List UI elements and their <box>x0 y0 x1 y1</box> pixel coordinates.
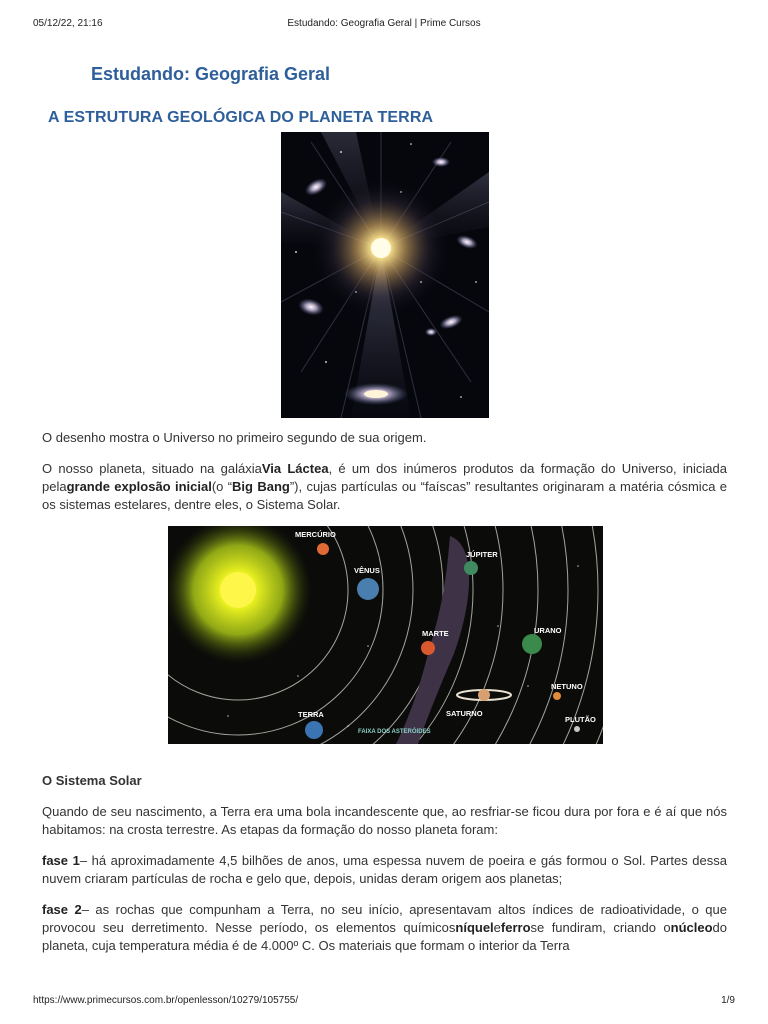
label-terra: TERRA <box>298 710 324 719</box>
solar-system-art <box>168 526 603 744</box>
subheading-sistema-solar: O Sistema Solar <box>42 773 142 788</box>
print-page-number: 1/9 <box>721 995 735 1006</box>
para1-text-3: (o “ <box>211 479 233 494</box>
big-bang-art <box>281 132 489 418</box>
paragraph-origin <box>42 460 727 514</box>
term-big-bang: Big Bang <box>232 479 290 494</box>
label-plutao: PLUTÃO <box>565 715 596 724</box>
label-marte: MARTE <box>422 629 449 638</box>
term-nucleo: núcleo <box>670 920 713 935</box>
page-title: Estudando: Geografia Geral <box>91 64 331 84</box>
term-via-lactea: Via Láctea <box>261 461 329 476</box>
print-datetime: 05/12/22, 21:16 <box>33 18 103 29</box>
label-asteroides: FAIXA DOS ASTERÓIDES <box>358 729 431 735</box>
label-jupiter: JÚPITER <box>466 550 498 559</box>
para1-text-2: , é um dos inúmeros produtos da formação do Universo, iniciada pela <box>42 461 727 494</box>
print-url: https://www.primecursos.com.br/openlesson/10279/105755/ <box>33 995 299 1006</box>
fase2-text-3: se fundiram, criando o <box>530 920 671 935</box>
para1-text-4: ”), cujas partículas ou “faíscas” resultantes originaram a matéria cósmica e os sistemas estelares, dentre eles, o Sistema Solar. <box>42 479 727 512</box>
label-venus: VÊNUS <box>354 566 380 575</box>
label-urano: URANO <box>534 626 562 635</box>
fase-2-label: fase 2 <box>42 902 82 917</box>
term-niquel: níquel <box>455 920 494 935</box>
paragraph-nascimento: Quando de seu nascimento, a Terra era uma bola incandescente que, ao resfriar-se ficou dura por fora e é aí que nós habitamos: na crosta terrestre. As etapas da formação do nosso planeta foram: <box>42 804 727 837</box>
image-caption: O desenho mostra o Universo no primeiro segundo de sua origem. <box>42 430 427 445</box>
solar-system-illustration <box>168 526 603 744</box>
label-saturno: SATURNO <box>446 709 483 718</box>
term-ferro: ferro <box>500 920 531 935</box>
print-page-title: Estudando: Geografia Geral | Prime Cursos <box>287 18 481 29</box>
fase-1-text: – há aproximadamente 4,5 bilhões de anos, uma espessa nuvem de poeira e gás formou o Sol. Partes dessa nuvem criaram partículas de rocha e gelo que, depois, unidas deram origem aos planetas; <box>42 853 727 886</box>
term-grande-explosao: grande explosão inicial <box>66 479 212 494</box>
label-mercurio: MERCÚRIO <box>295 530 336 539</box>
paragraph-fase-1 <box>42 852 727 888</box>
para1-text-1: O nosso planeta, situado na galáxia <box>42 461 262 476</box>
fase2-text-2: e <box>493 920 501 935</box>
label-netuno: NETUNO <box>551 682 583 691</box>
big-bang-illustration <box>281 132 489 418</box>
fase-1-label: fase 1 <box>42 853 80 868</box>
fase2-text-4: do planeta, cuja temperatura média é de 4.000º C. Os materiais que formam o interior da Terra <box>42 920 728 953</box>
paragraph-fase-2 <box>42 901 727 955</box>
section-title: A ESTRUTURA GEOLÓGICA DO PLANETA TERRA <box>48 109 434 126</box>
fase2-text-1: – as rochas que compunham a Terra, no seu início, apresentavam altos índices de radioatividade, o que provocou seu derretimento. Nesse período, os elementos químicos <box>42 902 727 935</box>
